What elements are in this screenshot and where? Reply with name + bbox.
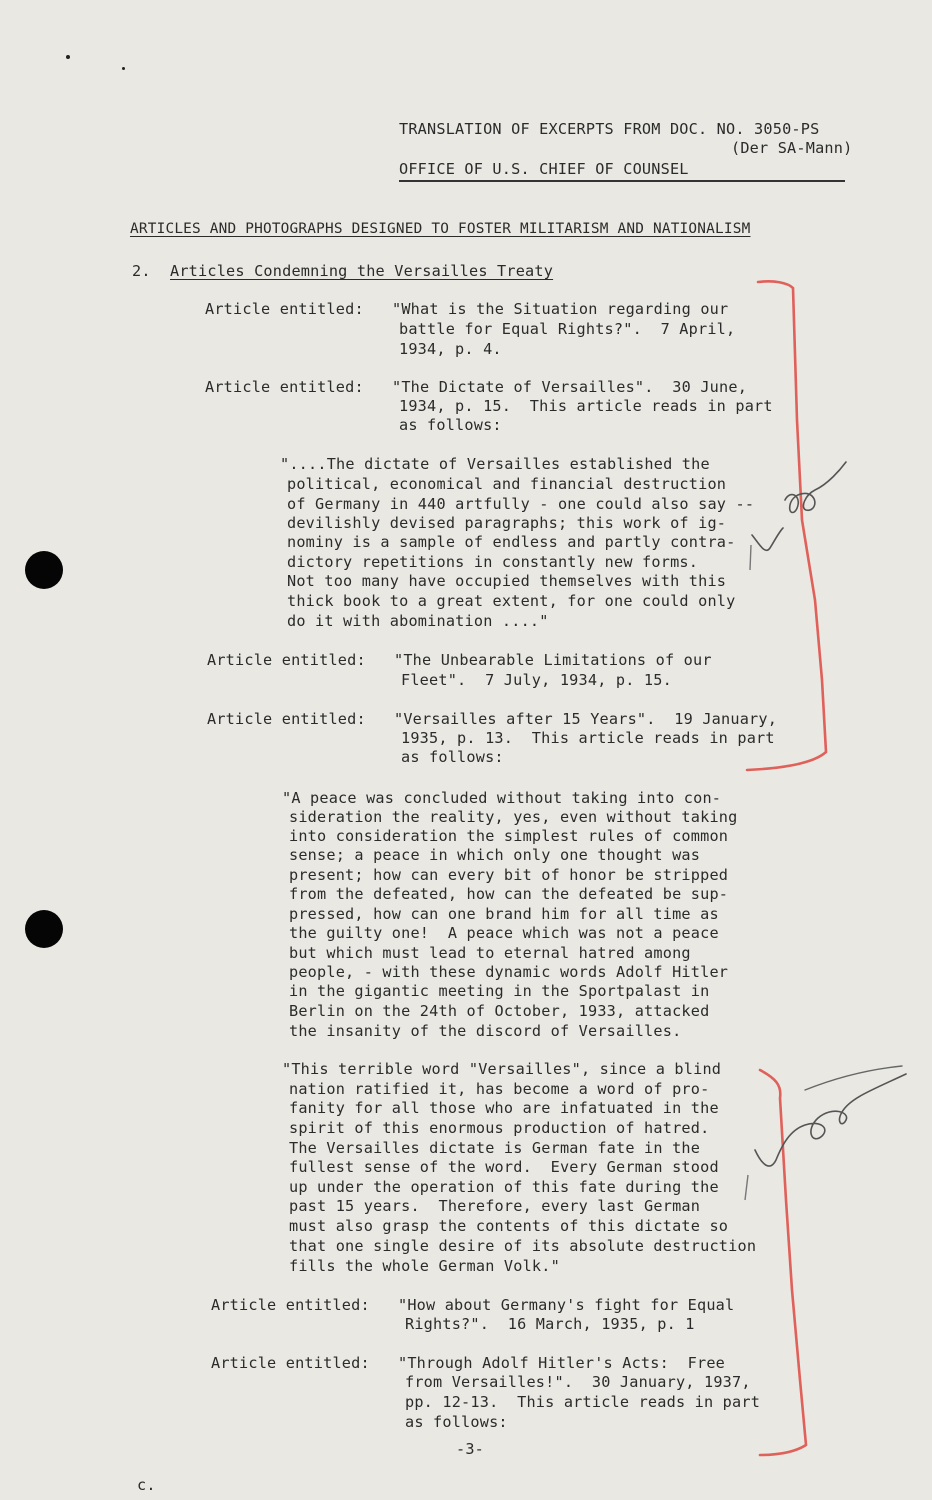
section-number: 2. xyxy=(132,262,151,280)
quote-line: into consideration the simplest rules of common xyxy=(289,827,729,845)
article-line: "The Unbearable Limitations of our xyxy=(394,651,712,669)
article-line: Fleet". 7 July, 1934, p. 15. xyxy=(401,671,672,689)
pencil-note-mark xyxy=(805,1066,902,1090)
article-line: battle for Equal Rights?". 7 April, xyxy=(399,320,736,338)
doc-translation-line: TRANSLATION OF EXCERPTS FROM DOC. NO. 3050-PS xyxy=(399,120,820,138)
page-number: -3- xyxy=(456,1440,485,1458)
quote-line: the insanity of the discord of Versailles. xyxy=(289,1022,682,1040)
article-label: Article entitled: xyxy=(207,651,366,669)
quote-line: fanity for all those who are infatuated in the xyxy=(289,1099,719,1117)
quote-line: fills the whole German Volk." xyxy=(289,1257,560,1275)
quote-line: but which must lead to eternal hatred among xyxy=(289,944,691,962)
quote-line: people, - with these dynamic words Adolf Hitler xyxy=(289,963,729,981)
quote-line: "A peace was concluded without taking into con- xyxy=(282,789,722,807)
document-title: ARTICLES AND PHOTOGRAPHS DESIGNED TO FOSTER MILITARISM AND NATIONALISM xyxy=(130,221,751,237)
quote-line: spirit of this enormous production of hatred. xyxy=(289,1119,710,1137)
footer-initial: c. xyxy=(137,1476,156,1494)
quote-line: pressed, how can one brand him for all time as xyxy=(289,905,719,923)
pencil-note-mark xyxy=(752,462,846,550)
article-line: as follows: xyxy=(401,748,504,766)
article-label: Article entitled: xyxy=(205,378,364,396)
quote-line: past 15 years. Therefore, every last German xyxy=(289,1197,701,1215)
quote-line: Berlin on the 24th of October, 1933, attacked xyxy=(289,1002,710,1020)
article-line: "How about Germany's fight for Equal xyxy=(398,1296,735,1314)
article-line: 1935, p. 13. This article reads in part xyxy=(401,729,775,747)
quote-line: from the defeated, how can the defeated be sup- xyxy=(289,885,729,903)
binder-hole-bottom xyxy=(25,910,63,948)
red-bracket-mark xyxy=(760,1070,806,1455)
quote-line: Not too many have occupied themselves with this xyxy=(287,572,727,590)
office-line: OFFICE OF U.S. CHIEF OF COUNSEL xyxy=(399,160,689,178)
red-bracket-mark xyxy=(747,281,826,770)
article-line: as follows: xyxy=(405,1413,508,1431)
quote-line: in the gigantic meeting in the Sportpalast in xyxy=(289,982,710,1000)
quote-line: sideration the reality, yes, even without taking xyxy=(289,808,738,826)
quote-line: political, economical and financial destruction xyxy=(287,475,727,493)
article-line: "Through Adolf Hitler's Acts: Free xyxy=(398,1354,726,1372)
quote-line: that one single desire of its absolute destruction xyxy=(289,1237,757,1255)
quote-line: "This terrible word "Versailles", since a blind xyxy=(282,1060,722,1078)
article-line: pp. 12-13. This article reads in part xyxy=(405,1393,761,1411)
article-line: "Versailles after 15 Years". 19 January, xyxy=(394,710,778,728)
quote-line: nominy is a sample of endless and partly contra- xyxy=(287,533,736,551)
section-heading: Articles Condemning the Versailles Treaty xyxy=(170,262,554,280)
speck xyxy=(66,55,70,59)
quote-line: devilishly devised paragraphs; this work of ig- xyxy=(287,514,727,532)
quote-line: present; how can every bit of honor be stripped xyxy=(289,866,729,884)
pencil-note-mark xyxy=(750,545,751,570)
speck xyxy=(122,67,125,70)
quote-line: the guilty one! A peace which was not a peace xyxy=(289,924,719,942)
article-line: from Versailles!". 30 January, 1937, xyxy=(405,1373,751,1391)
quote-line: up under the operation of this fate during the xyxy=(289,1178,719,1196)
article-line: "What is the Situation regarding our xyxy=(392,300,729,318)
article-label: Article entitled: xyxy=(205,300,364,318)
binder-hole-top xyxy=(25,551,63,589)
quote-line: fullest sense of the word. Every German stood xyxy=(289,1158,719,1176)
pencil-note-mark xyxy=(745,1175,748,1200)
article-label: Article entitled: xyxy=(207,710,366,728)
quote-line: nation ratified it, has become a word of pro- xyxy=(289,1080,710,1098)
doc-source-line: (Der SA-Mann) xyxy=(731,139,853,157)
article-line: as follows: xyxy=(399,416,502,434)
quote-line: thick book to a great extent, for one could only xyxy=(287,592,736,610)
quote-line: do it with abomination ...." xyxy=(287,612,549,630)
article-line: "The Dictate of Versailles". 30 June, xyxy=(392,378,748,396)
quote-line: sense; a peace in which only one thought was xyxy=(289,846,701,864)
quote-line: dictory repetitions in constantly new forms. xyxy=(287,553,699,571)
article-label: Article entitled: xyxy=(211,1354,370,1372)
quote-line: "....The dictate of Versailles established the xyxy=(280,455,710,473)
article-line: 1934, p. 15. This article reads in part xyxy=(399,397,773,415)
article-label: Article entitled: xyxy=(211,1296,370,1314)
quote-line: The Versailles dictate is German fate in the xyxy=(289,1139,701,1157)
quote-line: must also grasp the contents of this dictate so xyxy=(289,1217,729,1235)
article-line: Rights?". 16 March, 1935, p. 1 xyxy=(405,1315,695,1333)
office-underline xyxy=(399,180,845,182)
pencil-note-mark xyxy=(755,1074,906,1166)
quote-line: of Germany in 440 artfully - one could also say -- xyxy=(287,495,755,513)
article-line: 1934, p. 4. xyxy=(399,340,502,358)
